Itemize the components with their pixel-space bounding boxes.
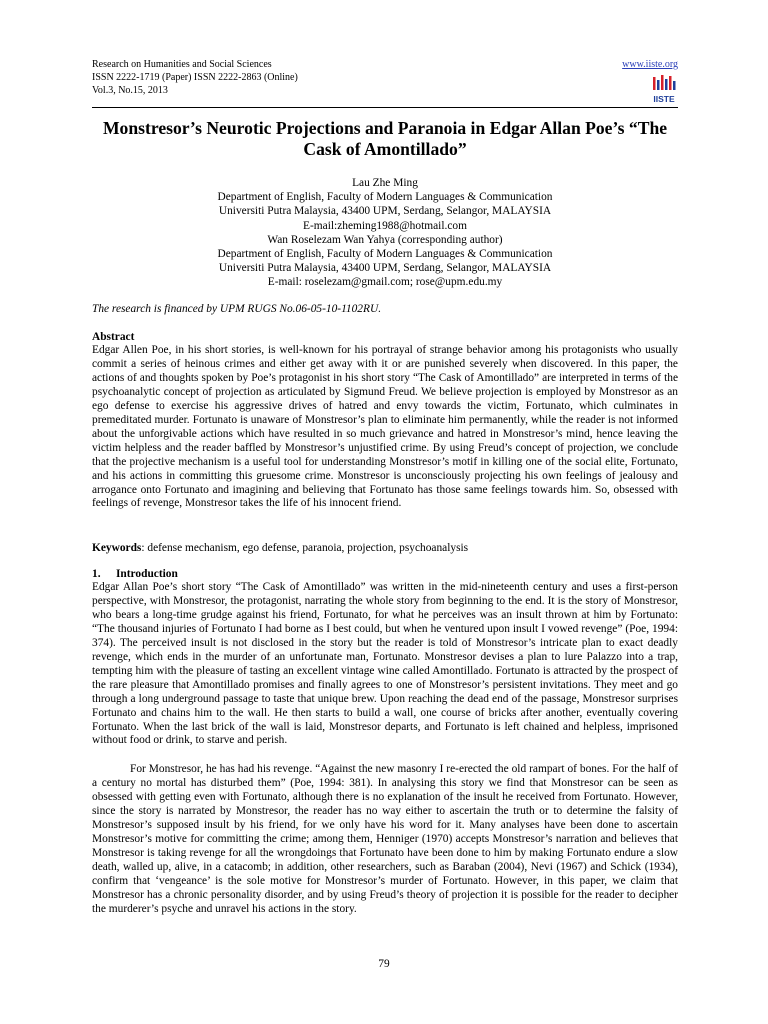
author-name: Lau Zhe Ming bbox=[352, 177, 418, 189]
author-email: E-mail:zheming1988@hotmail.com bbox=[303, 219, 467, 232]
page-number: 79 bbox=[378, 958, 390, 970]
journal-header bbox=[92, 58, 680, 106]
section-heading bbox=[92, 567, 178, 581]
issn-line: ISSN 2222-1719 (Paper) ISSN 2222-2863 (Online) bbox=[92, 72, 298, 83]
author-affiliation: Department of English, Faculty of Modern Languages & Communication bbox=[217, 248, 553, 261]
iiste-logo bbox=[650, 74, 678, 104]
journal-name: Research on Humanities and Social Sciences bbox=[92, 59, 272, 70]
author-email: E-mail: roselezam@gmail.com; rose@upm.edu.my bbox=[267, 276, 503, 289]
author-affiliation: Department of English, Faculty of Modern Languages & Communication bbox=[217, 191, 553, 204]
section-number: 1. bbox=[92, 568, 101, 580]
author-address: Universiti Putra Malaysia, 43400 UPM, Serdang, Selangor, MALAYSIA bbox=[218, 205, 552, 218]
journal-website-link[interactable]: www.iiste.org bbox=[622, 59, 678, 70]
intro-paragraph-2: For Monstresor, he has had his revenge. “Against the new masonry I re-erected the old rampart of bones. For the half of a century no mortal has disturbed them” (Poe, 1994: 381). In analysing this story we find that Monstresor can be seen as obsessed with getting even with Fortunato, although there is no explanation of the insult he received from Fortunato. However, since the story is narrated by Monstresor, the reader has no way either to ascertain the truth or to determine the falsity of Monstresor’s supposed insult by his friend, for we only have his word for it. Many analyses have been done to ascertain Monstresor’s motive for committing the crime; among them, Henniger (1970) accepts Monstresor’s narration and believes that Monstresor is taking revenge for all the wrongdoings that Fortunato have been done to him by making Fortunato endure a slow death, walled up, alive, in a catacomb; in addition, other researchers, such as Baraban (2004), Nevi (1967) and Schick (1934), confirm that ‘vengeance’ is the sole motive for Monstresor’s murder of Fortunato. However, in this paper, we claim that Monstresor has a chronic personality disorder, and by using Freud’s theory of projection it is possible for the reader to decipher the murderer’s psyche and unravel his actions in the story. bbox=[92, 763, 678, 915]
intro-paragraph-1: Edgar Allan Poe’s short story “The Cask of Amontillado” was written in the mid-nineteenth century and uses a first-person perspective, with Monstresor, the protagonist, narrating the whole story from beginning to the end. It is the story of Monstresor, who bears a long-time grudge against his friend, Fortunato, for what he perceives was an insult thrown at him by Fortunato: “The thousand injuries of Fortunato I had borne as I best could, but when he ventured upon insult I vowed revenge” (Poe, 1994: 374). The perceived insult is not disclosed in the story but the reader is told of Monstresor’s intricate plan to exact deadly revenge, which ends in the murder of an unfortunate man, Fortunato. Monstresor devises a plan to lure Palazzo into a trap, tempting him with the pleasure of tasting an excellent vintage wine called Amontillado. Fortunato is attracted by the prospect of the rare pleasure that Amontillado promises and finally agrees to one of Monstresor’s persistent invitations. They meet and go through a long underground passage to taste that unique brew. Upon reaching the dead end of the passage, Monstresor surprises Fortunato and chains him to the wall. He then starts to build a wall, one course of bricks after another, eventually covering Fortunato. When the last brick of the wall is laid, Monstresor departs, and Fortunato is left chained and helpless, imprisoned without food or drink, to starve and perish. bbox=[92, 581, 678, 747]
logo-text: IISTE bbox=[653, 94, 675, 104]
author-address: Universiti Putra Malaysia, 43400 UPM, Serdang, Selangor, MALAYSIA bbox=[218, 262, 552, 275]
abstract-heading: Abstract bbox=[92, 331, 135, 343]
keywords-label: Keywords bbox=[92, 542, 142, 554]
abstract-text: Edgar Allen Poe, in his short stories, is well-known for his portrayal of strange behavior among his protagonists who usually commit a series of heinous crimes and either get away with it or are punished severely when discovered. In this paper, the actions of and thoughts spoken by Poe’s protagonist in his short story “The Cask of Amontillado” are interpreted in terms of the psychoanalytic concept of projection as articulated by Sigmund Freud. We believe projection is employed by Monstresor as an ego defense to exercise his aggressive drives of hatred and envy towards the victim, Fortunato, which culminates in premeditated murder. Fortunato is unaware of Monstresor’s plan to eliminate him permanently, while the reader is not informed about the unforgivable actions which have resulted in so much grievance and hatred in Monstresor’s mind, hence leaving the victim helpless and the reader baffled by Monstresor’s unjustified crime. By using Freud’s concept of projection, we conclude that the projective mechanism is a useful tool for understanding Monstresor’s motif in killing one of the social elite, Fortunato, and his actions in committing this gruesome crime. Monstresor is unconsciously projecting his own feelings of jealousy and arrogance onto Fortunato and imagining and believing that Fortunato has those same feelings towards him. So, obsessed with feelings of revenge, Monstresor takes the life of his innocent friend. bbox=[92, 344, 678, 510]
author-block bbox=[92, 176, 678, 290]
section-title: Introduction bbox=[116, 568, 178, 580]
keywords-line bbox=[92, 541, 678, 555]
author-name: Wan Roselezam Wan Yahya (corresponding author) bbox=[267, 233, 503, 246]
funding-note: The research is financed by UPM RUGS No.06-05-10-1102RU. bbox=[92, 303, 382, 315]
volume-line: Vol.3, No.15, 2013 bbox=[92, 85, 168, 96]
paper-title: Monstresor’s Neurotic Projections and Paranoia in Edgar Allan Poe’s “The Cask of Amontillado” bbox=[102, 118, 668, 159]
keywords-list: : defense mechanism, ego defense, paranoia, projection, psychoanalysis bbox=[141, 542, 469, 554]
header-rule bbox=[92, 107, 678, 108]
